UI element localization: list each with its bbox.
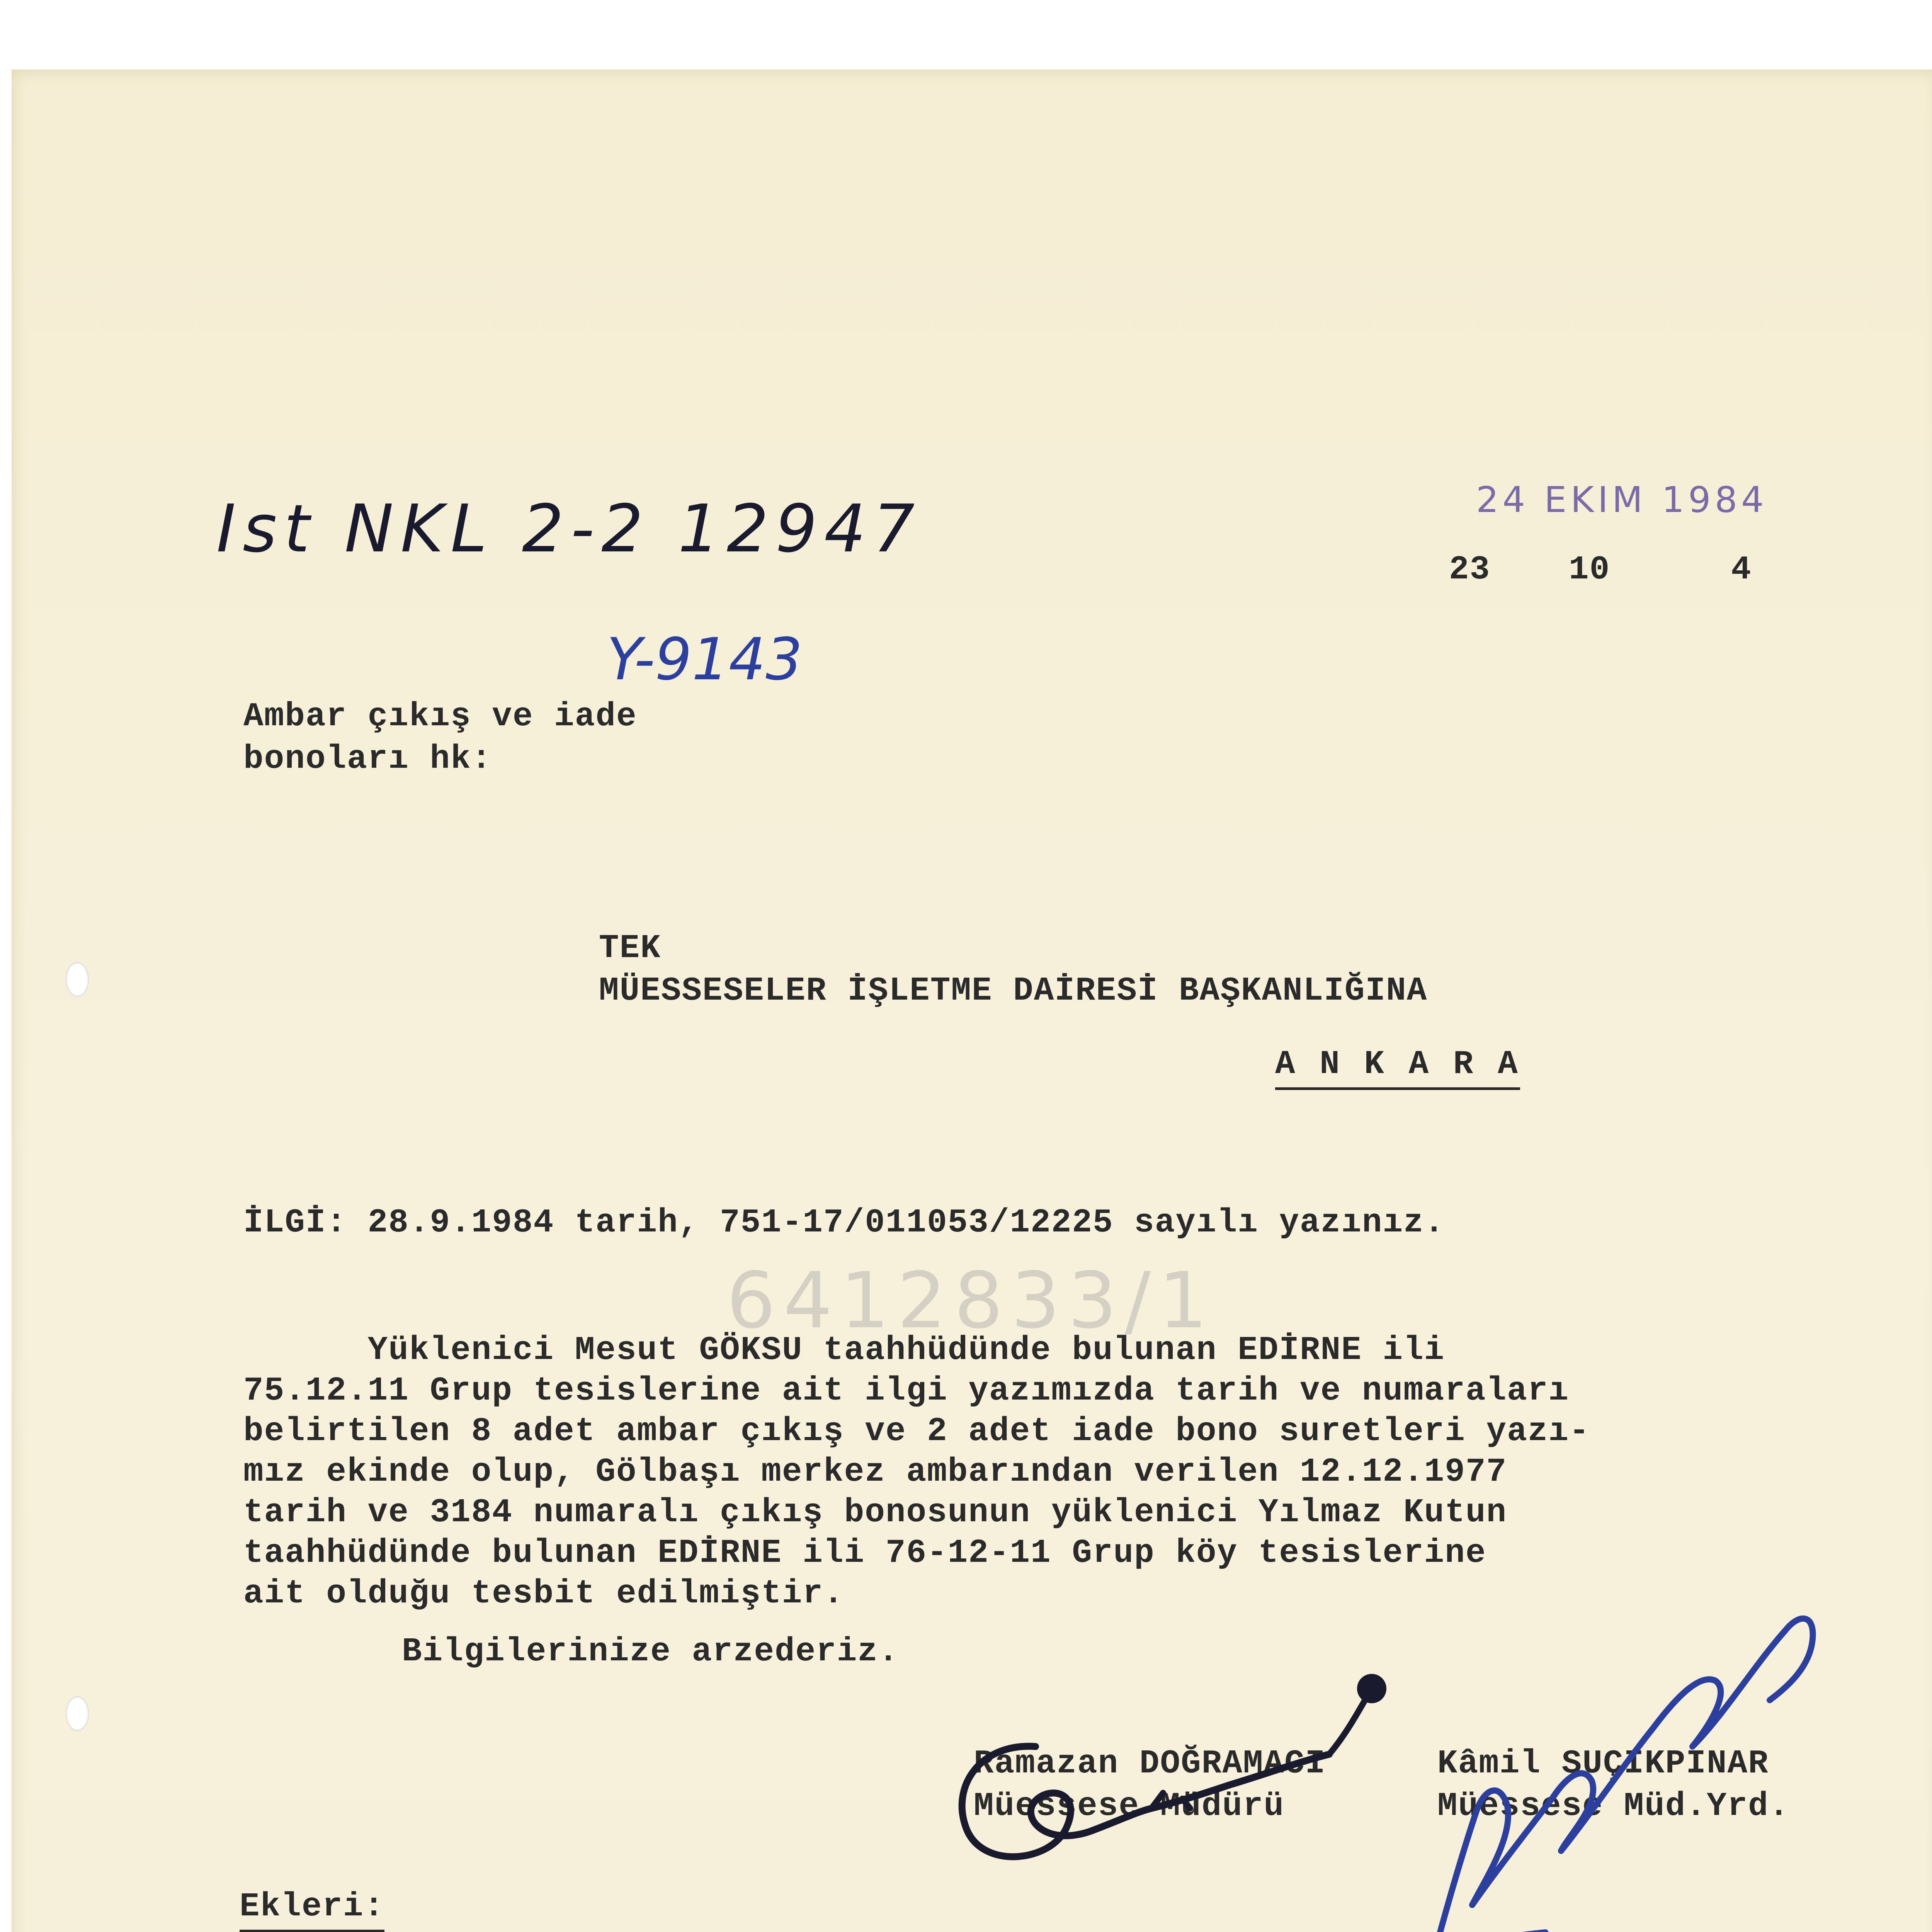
stamp-date-year: 4 [1731, 551, 1752, 588]
signatory-2-name: Kâmil SUÇIKPINAR [1437, 1745, 1769, 1782]
signature-2 [1383, 1565, 1847, 1932]
stamp-date-day: 23 [1449, 551, 1491, 588]
addressee-city: A N K A R A [1275, 1043, 1520, 1090]
received-stamp: 24 EKIM 1984 [1476, 479, 1768, 520]
body-line-5: tarih ve 3184 numaralı çıkış bonosunun yüklenici Yılmaz Kutun [243, 1493, 1507, 1531]
handwritten-note: Y-9143 [607, 626, 803, 693]
signatory-1-name: Ramazan DOĞRAMACI [974, 1745, 1326, 1782]
body-line-1: Yüklenici Mesut GÖKSU taahhüdünde bulunan EDİRNE ili [243, 1331, 1445, 1369]
reference-line: İLGİ: 28.9.1984 tarih, 751-17/011053/12225 sayılı yazınız. [243, 1204, 1445, 1242]
body-line-7: ait olduğu tesbit edilmiştir. [243, 1575, 844, 1612]
faint-registration-stamp: 6412833/1 [726, 1256, 1216, 1346]
body-line-6: taahhüdünde bulunan EDİRNE ili 76-12-11 Grup köy tesislerine [243, 1534, 1486, 1572]
subject-line-2: bonoları hk: [243, 740, 492, 778]
subject-line-1: Ambar çıkış ve iade [243, 697, 637, 735]
addressee-line-1: TEK [599, 929, 661, 967]
handwritten-file-ref: Ist NKL 2-2 12947 [216, 491, 922, 567]
stamp-date-month: 10 [1569, 551, 1611, 588]
body-line-3: belirtilen 8 adet ambar çıkış ve 2 adet iade bono suretleri yazı- [243, 1412, 1590, 1450]
attachments-heading: Ekleri: [240, 1886, 384, 1932]
punch-hole-bottom [66, 1696, 89, 1731]
body-line-2: 75.12.11 Grup tesislerine ait ilgi yazımızda tarih ve numaraları [243, 1372, 1569, 1410]
signatory-1-title: Müessese Müdürü [974, 1787, 1285, 1825]
signature-1 [935, 1646, 1437, 1917]
body-line-4: mız ekinde olup, Gölbaşı merkez ambarından verilen 12.12.1977 [243, 1453, 1507, 1491]
closing-line: Bilgilerinize arzederiz. [402, 1633, 899, 1670]
addressee-line-2: MÜESSESELER İŞLETME DAİRESİ BAŞKANLIĞINA [599, 972, 1428, 1010]
signatory-2-title: Müessese Müd.Yrd. [1437, 1787, 1790, 1825]
punch-hole-top [66, 962, 89, 997]
